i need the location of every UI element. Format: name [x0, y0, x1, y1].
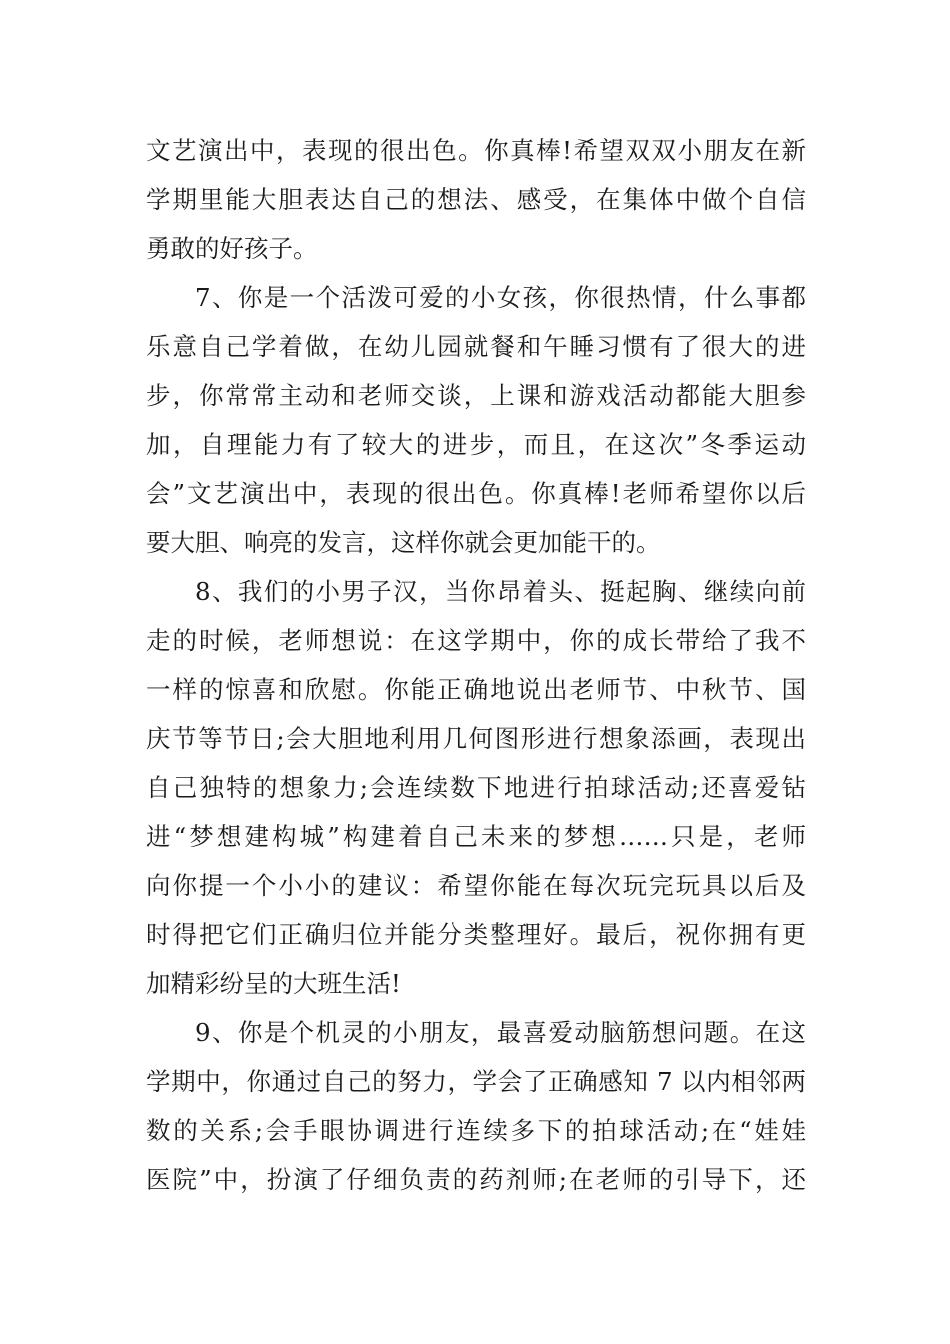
paragraph-line: 数的关系;会手眼协调进行连续多下的拍球活动;在“娃娃: [146, 1116, 806, 1145]
paragraph-line: 文艺演出中，表现的很出色。你真棒!希望双双小朋友在新: [146, 136, 806, 165]
paragraph-line: 一样的惊喜和欣慰。你能正确地说出老师节、中秋节、国: [146, 675, 806, 704]
paragraph-line: 时得把它们正确归位并能分类整理好。最后，祝你拥有更: [146, 920, 806, 949]
paragraph-line: 9、你是个机灵的小朋友，最喜爱动脑筋想问题。在这: [195, 1018, 806, 1047]
paragraph-line: 步，你常常主动和老师交谈，上课和游戏活动都能大胆参: [146, 381, 806, 410]
paragraph-line: 医院”中，扮演了仔细负责的药剂师;在老师的引导下，还: [146, 1165, 806, 1194]
paragraph-line: 庆节等节日;会大胆地利用几何图形进行想象添画，表现出: [146, 724, 806, 753]
paragraph-line: 向你提一个小小的建议：希望你能在每次玩完玩具以后及: [146, 871, 806, 900]
paragraph-line: 自己独特的想象力;会连续数下地进行拍球活动;还喜爱钻: [146, 773, 806, 802]
paragraph-line: 走的时候，老师想说：在这学期中，你的成长带给了我不: [146, 626, 806, 655]
paragraph: [146, 273, 806, 567]
paragraph-line: 学期里能大胆表达自己的想法、感受，在集体中做个自信: [146, 185, 806, 214]
paragraph: [146, 1008, 806, 1204]
paragraph-line: 要大胆、响亮的发言，这样你就会更加能干的。: [146, 528, 661, 557]
paragraph-line: 会”文艺演出中，表现的很出色。你真棒!老师希望你以后: [146, 479, 806, 508]
paragraph-line: 勇敢的好孩子。: [146, 234, 318, 263]
paragraph-line: 进“梦想建构城”构建着自己未来的梦想……只是，老师: [146, 822, 806, 851]
paragraph-line: 乐意自己学着做，在幼儿园就餐和午睡习惯有了很大的进: [146, 332, 806, 361]
paragraph-line: 8、我们的小男子汉，当你昂着头、挺起胸、继续向前: [195, 577, 806, 606]
paragraph-line: 加，自理能力有了较大的进步，而且，在这次”冬季运动: [146, 430, 806, 459]
paragraph-line: 学期中，你通过自己的努力，学会了正确感知 7 以内相邻两: [146, 1067, 806, 1096]
paragraph: [146, 126, 806, 273]
paragraph-line: 7、你是一个活泼可爱的小女孩，你很热情，什么事都: [195, 283, 806, 312]
paragraph-line: 加精彩纷呈的大班生活!: [146, 969, 401, 998]
paragraph: [146, 567, 806, 1008]
document-body: [146, 126, 806, 1204]
